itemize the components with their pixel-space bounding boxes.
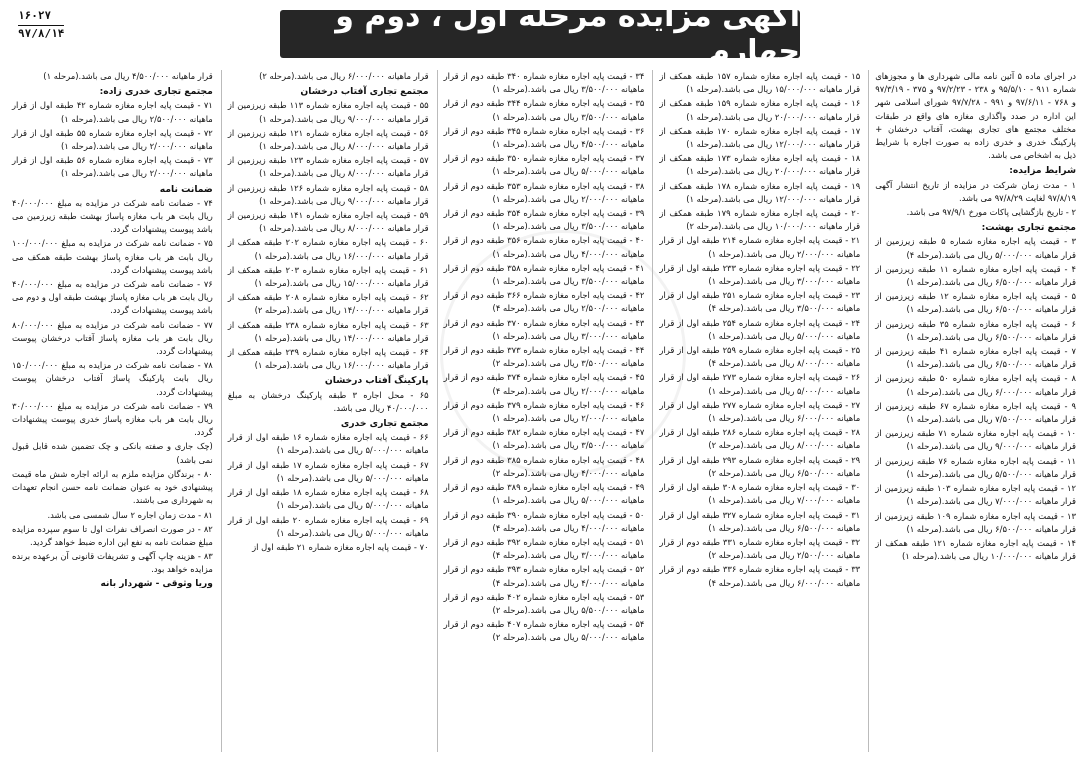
section-heading: پارکینگ آفتاب درخشان	[324, 375, 429, 387]
auction-item: ۶۲ - قیمت پایه اجاره مغازه شماره ۲۰۸ طبقه همکف از قرار ماهیانه ۱۴/۰۰۰/۰۰۰ ریال می باشد.(مرحله ۲)	[227, 292, 429, 316]
auction-item: ۹ - قیمت پایه اجاره مغازه شماره ۶۷ طبقه زیرزمین از قرار ماهیانه ۷/۵۰۰/۰۰۰ ریال می باشد.(مرحله ۱)	[875, 400, 1076, 425]
auction-item: ۴۹ - قیمت پایه اجاره مغازه شماره ۳۸۹ طبقه دوم از قرار ماهیانه ۵/۰۰۰/۰۰۰ ریال می باشد.(مرحله ۱)	[443, 482, 645, 506]
page-title: آگهی مزایده مرحله اول ، دوم و چهارم	[280, 10, 800, 58]
section-heading: مجتمع تجاری بهشت:	[981, 222, 1076, 234]
section-heading: مجتمع تجاری خدری زاده:	[99, 86, 213, 98]
auction-item: ۷۶ - ضمانت نامه شرکت در مزایده به مبلغ ۴۰/۰۰۰/۰۰۰ ریال بابت هر باب مغازه پاساژ بهشت طبقه اول و دوم می باشد پیوست پیشنهادات گردد.	[12, 279, 213, 316]
auction-item: ۶۴ - قیمت پایه اجاره مغازه شماره ۲۳۹ طبقه همکف از قرار ماهیانه ۱۶/۰۰۰/۰۰۰ ریال می باشد.(مرحله ۱)	[227, 347, 429, 371]
auction-item: ۳۷ - قیمت پایه اجاره مغازه شماره ۳۵۰ طبقه دوم از قرار ماهیانه ۵/۰۰۰/۰۰۰ ریال می باشد.(مرحله ۱)	[443, 153, 645, 177]
auction-item: ۴۳ - قیمت پایه اجاره مغازه شماره ۳۷۰ طبقه دوم از قرار ماهیانه ۳/۰۰۰/۰۰۰ ریال می باشد.(مرحله ۱)	[443, 317, 645, 341]
auction-item: ۳۱ - قیمت پایه اجاره مغازه شماره ۳۲۷ طبقه اول از قرار ماهیانه ۶/۵۰۰/۰۰۰ ریال می باشد.(مرحله ۱)	[659, 509, 861, 533]
auction-item: ۲۴ - قیمت پایه اجاره مغازه شماره ۲۵۴ طبقه اول از قرار ماهیانه ۵/۰۰۰/۰۰۰ ریال می باشد.(مرحله ۱)	[659, 317, 861, 341]
auction-item: ۵ - قیمت پایه اجاره مغازه شماره ۱۲ طبقه زیرزمین از قرار ماهیانه ۶/۵۰۰/۰۰۰ ریال می باشد.(مرحله ۱)	[875, 291, 1076, 315]
auction-item: ۴۷ - قیمت پایه اجاره مغازه شماره ۳۸۲ طبقه دوم از قرار ماهیانه ۳/۵۰۰/۰۰۰ ریال می باشد.(مرحله ۱)	[443, 427, 645, 451]
auction-item: ۲۷ - قیمت پایه اجاره مغازه شماره ۲۷۷ طبقه اول از قرار ماهیانه ۶/۰۰۰/۰۰۰ ریال می باشد.(مرحله ۱)	[659, 399, 861, 424]
auction-item: ۳ - قیمت پایه اجاره مغازه شماره ۵ طبقه زیرزمین از قرار ماهیانه ۵/۰۰۰/۰۰۰ ریال می باشد.(مرحله ۴)	[875, 236, 1076, 260]
auction-item: ۵۶ - قیمت پایه اجاره مغازه شماره ۱۲۱ طبقه زیرزمین از قرار ماهیانه ۸/۰۰۰/۰۰۰ ریال می باشد.(مرحله ۱)	[227, 127, 429, 152]
auction-item: ۷۳ - قیمت پایه اجاره مغازه شماره ۵۶ طبقه اول از قرار ماهیانه ۲/۰۰۰/۰۰۰ ریال می باشد.(مرحله ۱)	[12, 155, 213, 179]
auction-item: ۵۹ - قیمت پایه اجاره مغازه شماره ۱۴۱ طبقه زیرزمین از قرار ماهیانه ۸/۰۰۰/۰۰۰ ریال می باشد.(مرحله ۱)	[227, 210, 429, 234]
column-3	[437, 70, 645, 752]
section-heading: ضمانت نامه	[159, 183, 213, 195]
auction-item: ۷۰ - قیمت پایه اجاره مغازه شماره ۲۱ طبقه اول از	[252, 541, 429, 552]
auction-item: ۶۱ - قیمت پایه اجاره مغازه شماره ۲۰۳ طبقه همکف از قرار ماهیانه ۱۵/۰۰۰/۰۰۰ ریال می باشد.(مرحله ۱)	[227, 264, 429, 289]
auction-item: ۳۳ - قیمت پایه اجاره مغازه شماره ۳۳۶ طبقه دوم از قرار ماهیانه ۶/۰۰۰/۰۰۰ ریال می باشد.(مرحله ۴)	[659, 564, 861, 588]
auction-item: ۱۵ - قیمت پایه اجاره مغازه شماره ۱۵۷ طبقه همکف از قرار ماهیانه ۱۵/۰۰۰/۰۰۰ ریال می باشد.(مرحله ۱)	[659, 71, 861, 95]
auction-item: ۴۲ - قیمت پایه اجاره مغازه شماره ۳۶۶ طبقه دوم از قرار ماهیانه ۲/۵۰۰/۰۰۰ ریال می باشد.(مرحله ۴)	[443, 290, 645, 314]
section-heading: شرایط مزایده:	[1009, 165, 1076, 177]
auction-item: ۶ - قیمت پایه اجاره مغازه شماره ۳۵ طبقه زیرزمین از قرار ماهیانه ۶/۵۰۰/۰۰۰ ریال می باشد.(مرحله ۱)	[875, 318, 1076, 342]
auction-item: ۷۴ - ضمانت نامه شرکت در مزایده به مبلغ ۴۰/۰۰۰/۰۰۰ ریال بابت هر باب مغازه پاساژ بهشت طبقه زیرزمین می باشد پیوست پیشنهادات گردد.	[12, 197, 213, 235]
auction-item: ۸۰ - برندگان مزایده ملزم به ارائه اجاره شش ماه قیمت پیشنهادی خود به عنوان ضمانت نامه حسن انجام تعهدات به شهرداری می باشند.	[12, 468, 213, 506]
column-1	[868, 70, 1076, 752]
auction-item: ۵۰ - قیمت پایه اجاره مغازه شماره ۳۹۰ طبقه دوم از قرار ماهیانه ۴/۰۰۰/۰۰۰ ریال می باشد.(مرحله ۴)	[443, 509, 645, 533]
auction-item: ۴۰ - قیمت پایه اجاره مغازه شماره ۳۵۶ طبقه دوم از قرار ماهیانه ۴/۰۰۰/۰۰۰ ریال می باشد.(مرحله ۱)	[443, 235, 645, 259]
auction-item: ۴۸ - قیمت پایه اجاره مغازه شماره ۳۸۵ طبقه دوم از قرار ماهیانه ۴/۰۰۰/۰۰۰ ریال می باشد.(مرحله ۲)	[443, 454, 645, 478]
auction-item: ۳۲ - قیمت پایه اجاره مغازه شماره ۳۳۱ طبقه دوم از قرار ماهیانه ۲/۵۰۰/۰۰۰ ریال می باشد.(مرحله ۲)	[659, 536, 861, 561]
auction-item: ۸۳ - هزینه چاپ آگهی و تشریفات قانونی آن برعهده برنده مزایده خواهد بود.	[12, 551, 213, 575]
column-2	[652, 70, 860, 752]
auction-item: ۷۵ - ضمانت نامه شرکت در مزایده به مبلغ ۱۰۰/۰۰۰/۰۰۰ ریال بابت هر باب مغازه پاساژ بهشت طبقه همکف می باشد پیوست پیشنهادات گردد.	[12, 238, 213, 275]
auction-item: ۲۳ - قیمت پایه اجاره مغازه شماره ۲۵۱ طبقه اول از قرار ماهیانه ۳/۵۰۰/۰۰۰ ریال می باشد.(مرحله ۴)	[659, 290, 861, 314]
auction-item: ۲۵ - قیمت پایه اجاره مغازه شماره ۲۵۹ طبقه اول از قرار ماهیانه ۸/۰۰۰/۰۰۰ ریال می باشد.(مرحله ۴)	[659, 345, 861, 369]
column-4	[221, 70, 429, 752]
auction-item: قرار ماهیانه ۶/۰۰۰/۰۰۰ ریال می باشد.(مرحله ۲)	[259, 71, 429, 81]
auction-item: ۲۰ - قیمت پایه اجاره مغازه شماره ۱۷۹ طبقه همکف از قرار ماهیانه ۱۰/۰۰۰/۰۰۰ ریال می باشد.(مرحله ۲)	[659, 208, 861, 232]
auction-item: ۳۶ - قیمت پایه اجاره مغازه شماره ۳۴۵ طبقه دوم از قرار ماهیانه ۴/۵۰۰/۰۰۰ ریال می باشد.(مرحله ۱)	[443, 125, 645, 150]
auction-item: ۴ - قیمت پایه اجاره مغازه شماره ۱۱ طبقه زیرزمین از قرار ماهیانه ۶/۵۰۰/۰۰۰ ریال می باشد.(مرحله ۱)	[875, 263, 1076, 288]
section-heading: مجتمع تجاری آفتاب درخشان	[300, 86, 429, 98]
auction-item: قرار ماهیانه ۴/۵۰۰/۰۰۰ ریال می باشد.(مرحله ۱)	[43, 71, 213, 81]
auction-item: ۱ - مدت زمان شرکت در مزایده از تاریخ انتشار آگهی ۹۷/۸/۱۹ لغایت ۹۷/۸/۲۹ می باشد.	[875, 179, 1076, 203]
auction-item: ۶۷ - قیمت پایه اجاره مغازه شماره ۱۷ طبقه اول از قرار ماهیانه ۵/۰۰۰/۰۰۰ ریال می باشد.(مرحله ۱)	[227, 459, 429, 483]
auction-item: ۲۶ - قیمت پایه اجاره مغازه شماره ۲۷۳ طبقه اول از قرار ماهیانه ۵/۰۰۰/۰۰۰ ریال می باشد.(مرحله ۱)	[659, 372, 861, 396]
auction-item: ۳۴ - قیمت پایه اجاره مغازه شماره ۳۴۰ طبقه دوم از قرار ماهیانه ۳/۵۰۰/۰۰۰ ریال می باشد.(مرحله ۱)	[443, 71, 645, 95]
auction-item: ۷ - قیمت پایه اجاره مغازه شماره ۴۱ طبقه زیرزمین از قرار ماهیانه ۶/۵۰۰/۰۰۰ ریال می باشد.(مرحله ۱)	[875, 346, 1076, 370]
auction-item: ۵۸ - قیمت پایه اجاره مغازه شماره ۱۲۶ طبقه زیرزمین از قرار ماهیانه ۹/۰۰۰/۰۰۰ ریال می باشد.(مرحله ۱)	[227, 182, 429, 206]
auction-item: ۳۰ - قیمت پایه اجاره مغازه شماره ۳۰۸ طبقه اول از قرار ماهیانه ۷/۰۰۰/۰۰۰ ریال می باشد.(مرحله ۱)	[659, 482, 861, 506]
auction-item: ۵۵ - قیمت پایه اجاره مغازه شماره ۱۱۳ طبقه زیرزمین از قرار ماهیانه ۹/۰۰۰/۰۰۰ ریال می باشد.(مرحله ۱)	[227, 100, 429, 124]
auction-item: ۴۵ - قیمت پایه اجاره مغازه شماره ۳۷۴ طبقه دوم از قرار ماهیانه ۲/۰۰۰/۰۰۰ ریال می باشد.(مرحله ۴)	[443, 372, 645, 396]
auction-item: ۱۷ - قیمت پایه اجاره مغازه شماره ۱۷۰ طبقه همکف از قرار ماهیانه ۱۲/۰۰۰/۰۰۰ ریال می باشد.(مرحله ۱)	[659, 125, 861, 150]
auction-item: ۷۸ - ضمانت نامه شرکت در مزایده به مبلغ ۱۵۰/۰۰۰/۰۰۰ ریال بابت پارکینگ پاساژ آفتاب درخشان پیوست پیشنهادات گردد.	[12, 360, 213, 397]
auction-item: ۸۱ - مدت زمان اجاره ۲ سال شمسی می باشد.	[47, 509, 213, 520]
auction-item: ۶۳ - قیمت پایه اجاره مغازه شماره ۲۳۸ طبقه همکف از قرار ماهیانه ۱۴/۰۰۰/۰۰۰ ریال می باشد.(مرحله ۱)	[227, 319, 429, 343]
reference-number: ۱۶۰۲۷	[18, 8, 64, 26]
auction-item: ۲۹ - قیمت پایه اجاره مغازه شماره ۲۹۳ طبقه اول از قرار ماهیانه ۶/۵۰۰/۰۰۰ ریال می باشد.(مرحله ۲)	[659, 454, 861, 478]
reference-box	[18, 8, 64, 42]
auction-item: ۶۹ - قیمت پایه اجاره مغازه شماره ۲۰ طبقه اول از قرار ماهیانه ۵/۰۰۰/۰۰۰ ریال می باشد.(مرحله ۱)	[227, 514, 429, 538]
auction-item: ۱۰ - قیمت پایه اجاره مغازه شماره ۷۱ طبقه زیرزمین از قرار ماهیانه ۹/۰۰۰/۰۰۰ ریال می باشد.(مرحله ۱)	[875, 428, 1076, 452]
auction-item: ۴۴ - قیمت پایه اجاره مغازه شماره ۳۷۳ طبقه دوم از قرار ماهیانه ۳/۵۰۰/۰۰۰ ریال می باشد.(مرحله ۲)	[443, 345, 645, 369]
column-5	[6, 70, 213, 752]
auction-item: ۷۷ - ضمانت نامه شرکت در مزایده به مبلغ ۸۰/۰۰۰/۰۰۰ ریال بابت هر باب مغازه پاساژ آفتاب درخشان پیوست پیشنهادات گردد.	[12, 319, 213, 357]
auction-item: ۵۴ - قیمت پایه اجاره مغازه شماره ۴۰۷ طبقه دوم از قرار ماهیانه ۵/۰۰۰/۰۰۰ ریال می باشد.(مرحله ۲)	[443, 619, 645, 643]
auction-item: ۱۹ - قیمت پایه اجاره مغازه شماره ۱۷۸ طبقه همکف از قرار ماهیانه ۱۲/۰۰۰/۰۰۰ ریال می باشد.(مرحله ۱)	[659, 180, 861, 204]
intro-paragraph: در اجرای ماده ۵ آئین نامه مالی شهرداری ها و مجوزهای شماره ۹۱۱ - ۹۵/۵/۱۰ و ۲۳۸ - ۹۷/۲/۲۳ و ۳۷۵ - ۹۷/۳/۱۹ و ۷۶۸ - ۹۷/۶/۱۱ و ۹۹۱ - ۹۷/۷/۲۸ شورای اسلامی شهر این اداره در صدد واگذاری مغازه های واقع در طبقات مختلف مجتمع های تجاری بهشت، آفتاب درخشان + پارکینگ خدری و خدری زاده به صورت اجاره با شرایط ذیل به اشخاص می باشد.	[875, 71, 1076, 161]
announcement-body	[6, 70, 1076, 752]
auction-item: ۳۸ - قیمت پایه اجاره مغازه شماره ۳۵۳ طبقه دوم از قرار ماهیانه ۲/۰۰۰/۰۰۰ ریال می باشد.(مرحله ۱)	[443, 180, 645, 204]
auction-item: ۱۳ - قیمت پایه اجاره مغازه شماره ۱۰۹ طبقه زیرزمین از قرار ماهیانه ۶/۵۰۰/۰۰۰ ریال می باشد.(مرحله ۱)	[875, 510, 1076, 534]
auction-item: ۷۹ - ضمانت نامه شرکت در مزایده به مبلغ ۳۰/۰۰۰/۰۰۰ ریال بابت هر باب مغازه پاساژ خدری پیوست پیشنهادات گردد.	[12, 400, 213, 438]
auction-item: ۶۰ - قیمت پایه اجاره مغازه شماره ۲۰۲ طبقه همکف از قرار ماهیانه ۱۶/۰۰۰/۰۰۰ ریال می باشد.(مرحله ۱)	[227, 237, 429, 261]
signature-line: وریا وثوقی - شهردار بانه	[100, 578, 213, 589]
auction-item: ۲۲ - قیمت پایه اجاره مغازه شماره ۲۳۳ طبقه اول از قرار ماهیانه ۳/۰۰۰/۰۰۰ ریال می باشد.(مرحله ۱)	[659, 262, 861, 287]
auction-item: ۷۱ - قیمت پایه اجاره مغازه شماره ۴۲ طبقه اول از قرار ماهیانه ۲/۵۰۰/۰۰۰ ریال می باشد.(مرحله ۱)	[12, 100, 213, 124]
auction-item: ۳۹ - قیمت پایه اجاره مغازه شماره ۳۵۴ طبقه دوم از قرار ماهیانه ۳/۵۰۰/۰۰۰ ریال می باشد.(مرحله ۱)	[443, 208, 645, 232]
auction-item: ۱۱ - قیمت پایه اجاره مغازه شماره ۷۶ طبقه زیرزمین از قرار ماهیانه ۵/۵۰۰/۰۰۰ ریال می باشد.(مرحله ۱)	[875, 455, 1076, 479]
auction-item: ۵۱ - قیمت پایه اجاره مغازه شماره ۳۹۲ طبقه دوم از قرار ماهیانه ۳/۰۰۰/۰۰۰ ریال می باشد.(مرحله ۴)	[443, 536, 645, 561]
section-heading: مجتمع تجاری خدری	[340, 418, 429, 430]
auction-item: ۱۲ - قیمت پایه اجاره مغازه شماره ۱۰۳ طبقه زیرزمین از قرار ماهیانه ۷/۰۰۰/۰۰۰ ریال می باشد.(مرحله ۱)	[875, 483, 1076, 507]
auction-item: ۱۴ - قیمت پایه اجاره مغازه شماره ۱۲۱ طبقه همکف از قرار ماهیانه ۱۰/۰۰۰/۰۰۰ ریال می باشد.(مرحله ۱)	[875, 537, 1076, 562]
auction-item: ۲۱ - قیمت پایه اجاره مغازه شماره ۲۱۴ طبقه اول از قرار ماهیانه ۲/۰۰۰/۰۰۰ ریال می باشد.(مرحله ۱)	[659, 235, 861, 259]
reference-date: ۹۷/۸/۱۴	[18, 27, 65, 40]
auction-item: ۸۲ - در صورت انصراف نفرات اول تا سوم سپرده مزایده مبلغ ضمانت نامه به نفع این اداره ضبط خواهد گردید.	[12, 523, 213, 547]
auction-item: ۲۸ - قیمت پایه اجاره مغازه شماره ۲۸۶ طبقه اول از قرار ماهیانه ۸/۰۰۰/۰۰۰ ریال می باشد.(مرحله ۲)	[659, 427, 861, 451]
auction-item: ۷۲ - قیمت پایه اجاره مغازه شماره ۵۵ طبقه اول از قرار ماهیانه ۲/۰۰۰/۰۰۰ ریال می باشد.(مرحله ۱)	[12, 127, 213, 152]
auction-item: ۶۵ - محل اجاره ۳ طبقه پارکینگ درخشان به مبلغ ۴۰/۰۰۰/۰۰۰ ریال می باشد.	[227, 389, 429, 413]
auction-item: ۶۸ - قیمت پایه اجاره مغازه شماره ۱۸ طبقه اول از قرار ماهیانه ۵/۰۰۰/۰۰۰ ریال می باشد.(مرحله ۱)	[227, 487, 429, 511]
auction-item: ۱۸ - قیمت پایه اجاره مغازه شماره ۱۷۳ طبقه همکف از قرار ماهیانه ۲۰/۰۰۰/۰۰۰ ریال می باشد.(مرحله ۱)	[659, 153, 861, 177]
auction-item: ۳۵ - قیمت پایه اجاره مغازه شماره ۳۴۴ طبقه دوم از قرار ماهیانه ۳/۵۰۰/۰۰۰ ریال می باشد.(مرحله ۱)	[443, 98, 645, 122]
auction-item: (چک جاری و صفته بانکی و چک تضمین شده قابل قبول نمی باشد)	[12, 441, 213, 465]
auction-item: ۲ - تاریخ بازگشایی پاکات مورخ ۹۷/۹/۱ می باشد.	[906, 207, 1076, 218]
auction-item: ۸ - قیمت پایه اجاره مغازه شماره ۵۰ طبقه زیرزمین از قرار ماهیانه ۶/۰۰۰/۰۰۰ ریال می باشد.(مرحله ۱)	[875, 373, 1076, 397]
auction-item: ۱۶ - قیمت پایه اجاره مغازه شماره ۱۵۹ طبقه همکف از قرار ماهیانه ۲۰/۰۰۰/۰۰۰ ریال می باشد.(مرحله ۱)	[659, 98, 861, 122]
auction-item: ۶۶ - قیمت پایه اجاره مغازه شماره ۱۶ طبقه اول از قرار ماهیانه ۵/۰۰۰/۰۰۰ ریال می باشد.(مرحله ۱)	[227, 432, 429, 456]
auction-item: ۵۳ - قیمت پایه اجاره مغازه شماره ۴۰۲ طبقه دوم از قرار ماهیانه ۵/۵۰۰/۰۰۰ ریال می باشد.(مرحله ۲)	[443, 591, 645, 615]
auction-item: ۵۷ - قیمت پایه اجاره مغازه شماره ۱۲۳ طبقه زیرزمین از قرار ماهیانه ۸/۰۰۰/۰۰۰ ریال می باشد.(مرحله ۱)	[227, 155, 429, 179]
auction-item: ۵۲ - قیمت پایه اجاره مغازه شماره ۳۹۳ طبقه دوم از قرار ماهیانه ۴/۰۰۰/۰۰۰ ریال می باشد.(مرحله ۴)	[443, 564, 645, 588]
auction-item: ۴۶ - قیمت پایه اجاره مغازه شماره ۳۷۹ طبقه دوم از قرار ماهیانه ۲/۰۰۰/۰۰۰ ریال می باشد.(مرحله ۱)	[443, 399, 645, 424]
auction-item: ۴۱ - قیمت پایه اجاره مغازه شماره ۳۵۸ طبقه دوم از قرار ماهیانه ۳/۵۰۰/۰۰۰ ریال می باشد.(مرحله ۱)	[443, 262, 645, 287]
